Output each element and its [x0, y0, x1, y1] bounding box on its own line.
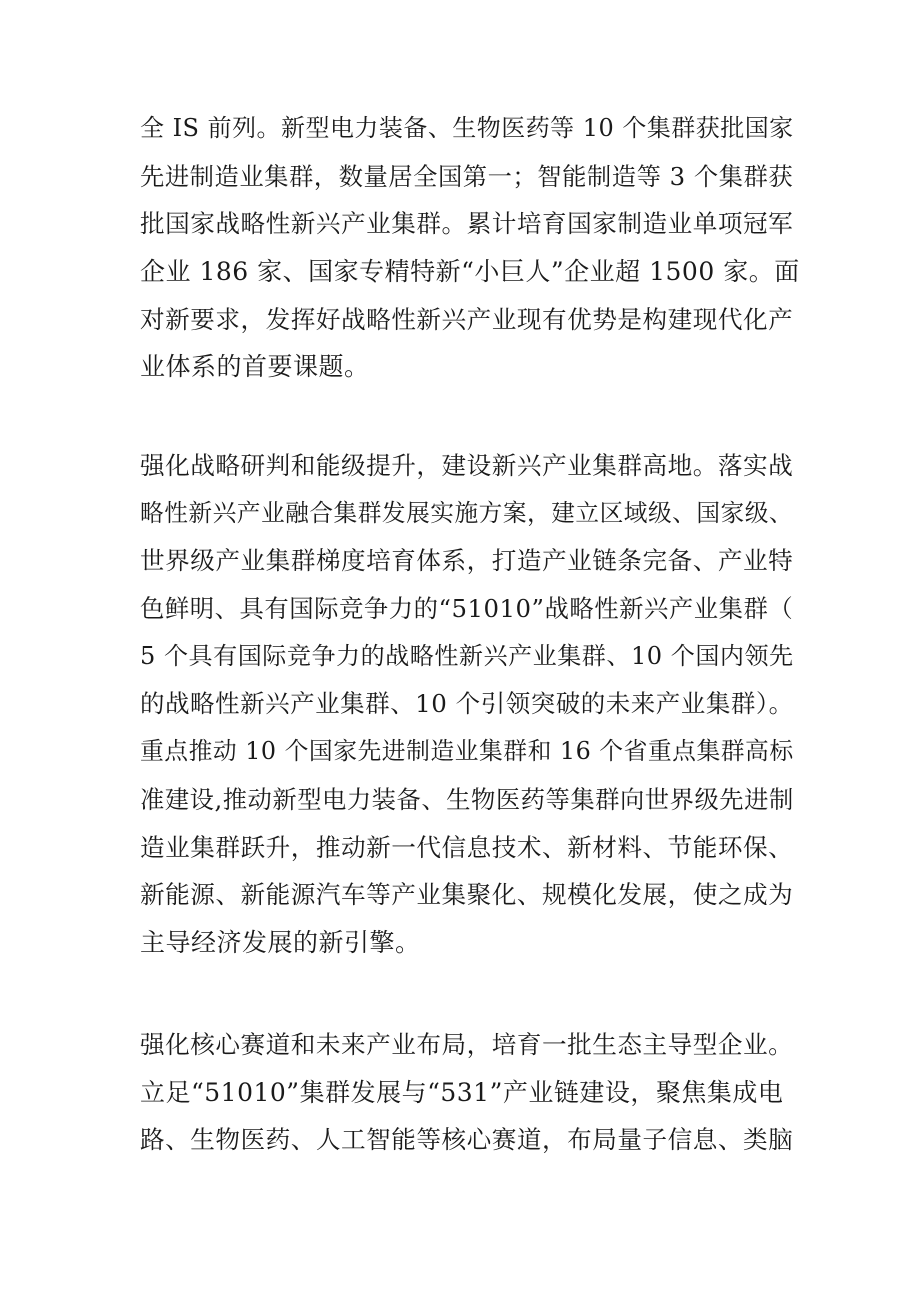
text-line: 业体系的首要课题。	[140, 352, 370, 382]
text-line: 立足“51010”集群发展与“531”产业链建设，聚焦集成电	[140, 1077, 784, 1107]
paragraph-core-tracks	[140, 1021, 800, 1164]
text-line: 全 IS 前列。新型电力装备、生物医药等 10 个集群获批国家	[140, 114, 794, 142]
text-line: 世界级产业集群梯度培育体系，打造产业链条完备、产业特	[140, 546, 794, 576]
text-line: 重点推动 10 个国家先进制造业集群和 16 个省重点集群高标	[140, 737, 794, 766]
text-line: 略性新兴产业融合集群发展实施方案，建立区域级、国家级、	[140, 498, 794, 527]
text-line: 的战略性新兴产业集群、10 个引领突破的未来产业集群）。	[140, 689, 794, 719]
text-line: 5 个具有国际竞争力的战略性新兴产业集群、10 个国内领先	[140, 641, 794, 670]
paragraph-cluster-upgrade	[140, 442, 800, 967]
text-line: 企业 186 家、国家专精特新“小巨人”企业超 1500 家。面	[140, 257, 800, 287]
paragraph-industry-status	[140, 105, 800, 391]
text-line: 先进制造业集群，数量居全国第一；智能制造等 3 个集群获	[140, 161, 794, 191]
text-line: 主导经济发展的新引擎。	[140, 927, 421, 957]
text-line: 强化核心赛道和未来产业布局，培育一批生态主导型企业。	[140, 1030, 794, 1059]
text-line: 新能源、新能源汽车等产业集聚化、规模化发展，使之成为	[140, 880, 794, 910]
text-line: 批国家战略性新兴产业集群。累计培育国家制造业单项冠军	[140, 209, 794, 239]
text-line: 对新要求，发挥好战略性新兴产业现有优势是构建现代化产	[140, 304, 794, 334]
text-line: 造业集群跃升，推动新一代信息技术、新材料、节能环保、	[140, 832, 794, 862]
text-line: 色鲜明、具有国际竞争力的“51010”战略性新兴产业集群（	[140, 594, 794, 624]
text-line: 准建设,推动新型电力装备、生物医药等集群向世界级先进制	[140, 784, 794, 814]
text-line: 路、生物医药、人工智能等核心赛道，布局量子信息、类脑	[140, 1125, 794, 1155]
text-line: 强化战略研判和能级提升，建设新兴产业集群高地。落实战	[140, 451, 794, 480]
